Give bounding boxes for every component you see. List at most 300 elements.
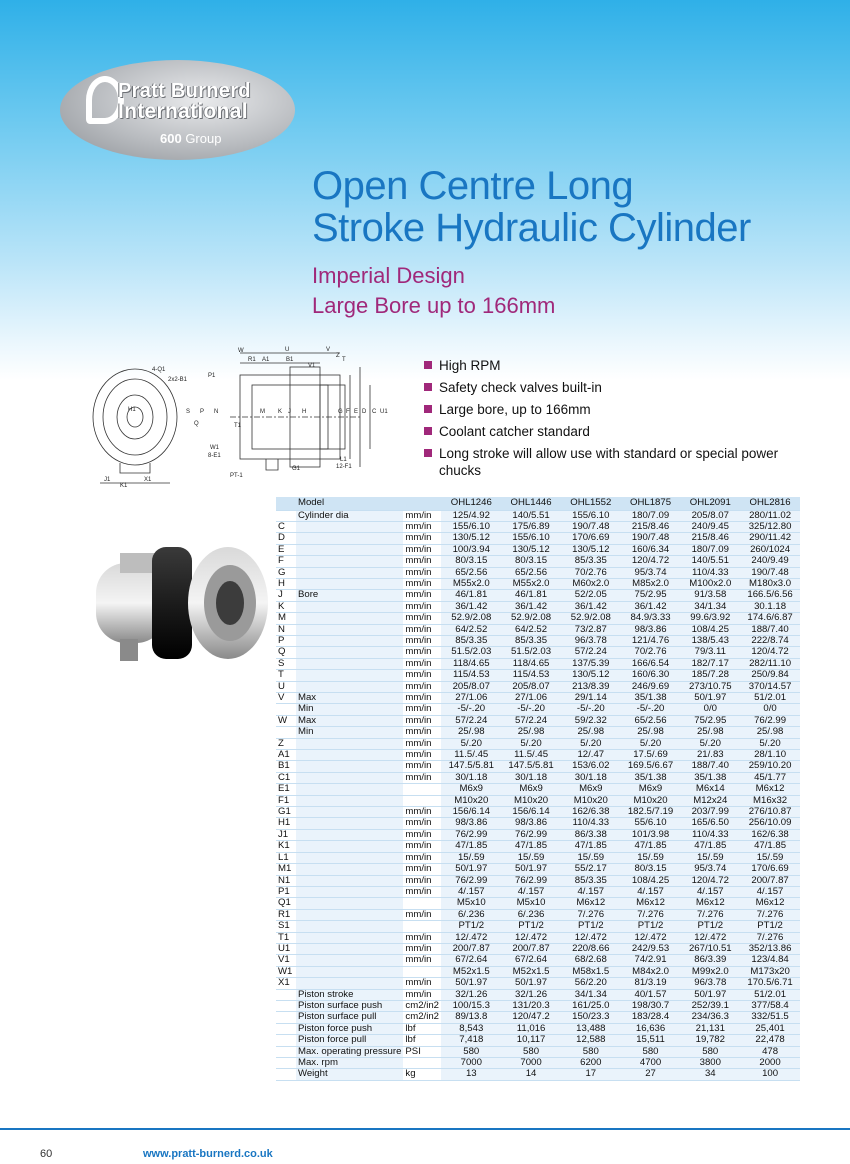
- table-cell: [276, 1023, 296, 1034]
- table-cell: 30/1.18: [501, 772, 561, 783]
- table-cell: 205/8.07: [680, 510, 740, 521]
- table-cell: 47/1.85: [441, 841, 501, 852]
- table-cell: H: [276, 578, 296, 589]
- table-row: [276, 613, 800, 624]
- table-cell: 190/7.48: [621, 533, 681, 544]
- table-cell: N1: [276, 875, 296, 886]
- table-cell: -5/-.20: [621, 704, 681, 715]
- table-cell: 165/6.50: [680, 818, 740, 829]
- table-cell: W: [276, 715, 296, 726]
- table-cell: mm/in: [403, 886, 441, 897]
- table-cell: [296, 943, 403, 954]
- table-cell: [276, 704, 296, 715]
- table-cell: 377/58.4: [740, 1000, 800, 1011]
- table-cell: 86/3.39: [680, 955, 740, 966]
- table-cell: 125/4.92: [441, 510, 501, 521]
- drawing-label: K: [278, 409, 283, 415]
- table-cell: [276, 989, 296, 1000]
- table-cell: M84x2.0: [621, 966, 681, 977]
- feature-item: Safety check valves built-in: [424, 379, 804, 396]
- drawing-label: K1: [120, 483, 128, 489]
- table-cell: 3800: [680, 1058, 740, 1069]
- table-cell: F: [276, 556, 296, 567]
- table-cell: [296, 886, 403, 897]
- table-cell: -5/-.20: [561, 704, 621, 715]
- table-cell: 14: [501, 1069, 561, 1080]
- table-cell: 86/3.38: [561, 829, 621, 840]
- feature-item: Coolant catcher standard: [424, 423, 804, 440]
- table-cell: 4/.157: [441, 886, 501, 897]
- table-cell: mm/in: [403, 727, 441, 738]
- table-cell: S: [276, 658, 296, 669]
- table-cell: 85/3.35: [501, 635, 561, 646]
- table-cell: Min: [296, 704, 403, 715]
- table-cell: 130/5.12: [561, 670, 621, 681]
- table-cell: [276, 1012, 296, 1023]
- drawing-label: M: [260, 409, 265, 415]
- table-cell: E: [276, 544, 296, 555]
- table-row: [276, 647, 800, 658]
- table-cell: 95/3.74: [621, 567, 681, 578]
- table-cell: 47/1.85: [740, 841, 800, 852]
- table-cell: mm/in: [403, 578, 441, 589]
- table-cell: mm/in: [403, 761, 441, 772]
- table-cell: [403, 898, 441, 909]
- table-cell: C: [276, 521, 296, 532]
- table-cell: 16,636: [621, 1023, 681, 1034]
- table-cell: 190/7.48: [740, 567, 800, 578]
- table-cell: [296, 670, 403, 681]
- table-cell: 91/3.58: [680, 590, 740, 601]
- table-cell: mm/in: [403, 829, 441, 840]
- company-logo: [60, 60, 330, 160]
- table-row: [276, 829, 800, 840]
- table-cell: M6x12: [740, 784, 800, 795]
- table-cell: 6200: [561, 1058, 621, 1069]
- table-cell: 240/9.49: [740, 556, 800, 567]
- title-line1: Open Centre Long: [312, 164, 634, 208]
- table-cell: P: [276, 635, 296, 646]
- table-cell: 0/0: [680, 704, 740, 715]
- table-cell: Piston stroke: [296, 989, 403, 1000]
- table-cell: 130/5.12: [561, 544, 621, 555]
- table-cell: Max: [296, 715, 403, 726]
- table-cell: mm/in: [403, 613, 441, 624]
- table-cell: 175/6.89: [501, 521, 561, 532]
- table-cell: 17.5/.69: [621, 750, 681, 761]
- table-cell: 198/30.7: [621, 1000, 681, 1011]
- table-cell: 80/3.15: [621, 864, 681, 875]
- table-cell: 4/.157: [501, 886, 561, 897]
- drawing-label: J: [288, 409, 291, 415]
- table-cell: lbf: [403, 1023, 441, 1034]
- column-header: OHL2091: [680, 497, 740, 510]
- table-cell: 100/3.94: [441, 544, 501, 555]
- table-cell: 36/1.42: [501, 601, 561, 612]
- table-cell: Piston force push: [296, 1023, 403, 1034]
- table-cell: cm2/in2: [403, 1012, 441, 1023]
- page-subtitle: [312, 261, 555, 321]
- table-cell: T: [276, 670, 296, 681]
- drawing-label: R1: [248, 357, 256, 363]
- drawing-label: P: [200, 409, 205, 415]
- table-cell: 32/1.26: [501, 989, 561, 1000]
- table-row: [276, 510, 800, 521]
- table-cell: 252/39.1: [680, 1000, 740, 1011]
- table-cell: M180x3.0: [740, 578, 800, 589]
- table-cell: Piston surface pull: [296, 1012, 403, 1023]
- table-cell: 35/1.38: [680, 772, 740, 783]
- table-cell: 32/1.26: [441, 989, 501, 1000]
- table-cell: 260/1024: [740, 544, 800, 555]
- table-cell: 108/4.25: [680, 624, 740, 635]
- table-cell: 5/.20: [621, 738, 681, 749]
- table-cell: 51/2.01: [740, 989, 800, 1000]
- table-cell: 45/1.77: [740, 772, 800, 783]
- table-cell: M10x20: [441, 795, 501, 806]
- table-cell: 27/1.06: [441, 693, 501, 704]
- drawing-label: E: [354, 409, 359, 415]
- table-row: [276, 875, 800, 886]
- table-cell: M85x2.0: [621, 578, 681, 589]
- table-row: [276, 852, 800, 863]
- table-cell: 50/1.97: [680, 989, 740, 1000]
- table-cell: Max: [296, 693, 403, 704]
- table-cell: 15/.59: [740, 852, 800, 863]
- table-cell: mm/in: [403, 932, 441, 943]
- table-cell: 155/6.10: [441, 521, 501, 532]
- table-cell: 25/.98: [621, 727, 681, 738]
- website-link[interactable]: www.pratt-burnerd.co.uk: [143, 1148, 273, 1160]
- table-cell: 120/4.72: [680, 875, 740, 886]
- table-cell: 17: [561, 1069, 621, 1080]
- table-cell: 256/10.09: [740, 818, 800, 829]
- table-row: [276, 772, 800, 783]
- drawing-label: P1: [208, 373, 216, 379]
- table-cell: 170.5/6.71: [740, 978, 800, 989]
- table-cell: 478: [740, 1046, 800, 1057]
- table-cell: 166/6.54: [621, 658, 681, 669]
- table-cell: mm/in: [403, 978, 441, 989]
- table-cell: K1: [276, 841, 296, 852]
- table-row: [276, 533, 800, 544]
- table-cell: 120/47.2: [501, 1012, 561, 1023]
- table-cell: 370/14.57: [740, 681, 800, 692]
- drawing-label: W1: [210, 445, 219, 451]
- table-cell: 35/1.38: [621, 772, 681, 783]
- table-cell: 161/25.0: [561, 1000, 621, 1011]
- table-cell: 4/.157: [561, 886, 621, 897]
- table-cell: 15/.59: [621, 852, 681, 863]
- table-cell: 246/9.69: [621, 681, 681, 692]
- table-cell: [296, 750, 403, 761]
- table-cell: Q: [276, 647, 296, 658]
- table-cell: G1: [276, 807, 296, 818]
- table-cell: M10x20: [561, 795, 621, 806]
- table-cell: K: [276, 601, 296, 612]
- table-cell: 47/1.85: [680, 841, 740, 852]
- table-cell: M10x20: [621, 795, 681, 806]
- specification-table: [276, 497, 800, 1081]
- drawing-label: W: [238, 348, 244, 354]
- table-cell: [276, 1058, 296, 1069]
- table-cell: 0/0: [740, 704, 800, 715]
- table-cell: 25/.98: [680, 727, 740, 738]
- table-cell: 51.5/2.03: [501, 647, 561, 658]
- table-cell: 34/1.34: [680, 601, 740, 612]
- table-cell: mm/in: [403, 693, 441, 704]
- table-cell: 185/7.28: [680, 670, 740, 681]
- drawing-label: Q: [194, 421, 199, 427]
- table-cell: 4/.157: [621, 886, 681, 897]
- table-cell: mm/in: [403, 955, 441, 966]
- table-cell: 156/6.14: [501, 807, 561, 818]
- table-cell: 76/2.99: [501, 875, 561, 886]
- table-cell: lbf: [403, 1035, 441, 1046]
- table-cell: mm/in: [403, 818, 441, 829]
- table-cell: V: [276, 693, 296, 704]
- table-cell: Bore: [296, 590, 403, 601]
- table-cell: cm2/in2: [403, 1000, 441, 1011]
- table-cell: 137/5.39: [561, 658, 621, 669]
- drawing-label: 4-Q1: [152, 367, 166, 373]
- table-cell: mm/in: [403, 647, 441, 658]
- table-cell: 100/15.3: [441, 1000, 501, 1011]
- table-cell: 47/1.85: [621, 841, 681, 852]
- table-cell: [296, 647, 403, 658]
- table-cell: PT1/2: [740, 921, 800, 932]
- column-header: OHL1446: [501, 497, 561, 510]
- drawing-label: C: [372, 409, 377, 415]
- table-cell: 13: [441, 1069, 501, 1080]
- table-cell: 5/.20: [680, 738, 740, 749]
- table-cell: [296, 807, 403, 818]
- table-cell: 580: [561, 1046, 621, 1057]
- table-cell: [276, 1069, 296, 1080]
- table-cell: 4700: [621, 1058, 681, 1069]
- table-cell: Min: [296, 727, 403, 738]
- table-header-row: [276, 497, 800, 510]
- table-cell: 138/5.43: [680, 635, 740, 646]
- table-cell: mm/in: [403, 852, 441, 863]
- table-cell: mm/in: [403, 989, 441, 1000]
- technical-drawing: [90, 345, 390, 490]
- drawing-label: PT-1: [230, 473, 243, 479]
- table-row: [276, 1012, 800, 1023]
- table-cell: 15,511: [621, 1035, 681, 1046]
- table-cell: 79/3.11: [680, 647, 740, 658]
- table-cell: [276, 1000, 296, 1011]
- table-cell: 140/5.51: [501, 510, 561, 521]
- table-cell: [296, 556, 403, 567]
- table-cell: 25/.98: [441, 727, 501, 738]
- table-cell: kg: [403, 1069, 441, 1080]
- table-cell: 110/4.33: [561, 818, 621, 829]
- table-cell: J: [276, 590, 296, 601]
- table-cell: PT1/2: [621, 921, 681, 932]
- table-cell: 170/6.69: [740, 864, 800, 875]
- table-cell: [296, 818, 403, 829]
- table-cell: 580: [501, 1046, 561, 1057]
- table-cell: 580: [441, 1046, 501, 1057]
- table-row: [276, 909, 800, 920]
- table-cell: 96/3.78: [561, 635, 621, 646]
- table-cell: 110/4.33: [680, 567, 740, 578]
- table-cell: M6x9: [621, 784, 681, 795]
- table-cell: 67/2.64: [501, 955, 561, 966]
- table-cell: 267/10.51: [680, 943, 740, 954]
- table-cell: 6/.236: [501, 909, 561, 920]
- table-cell: 190/7.48: [561, 521, 621, 532]
- table-cell: M100x2.0: [680, 578, 740, 589]
- table-cell: 188/7.40: [740, 624, 800, 635]
- table-cell: G: [276, 567, 296, 578]
- feature-list: [424, 357, 804, 484]
- table-row: [276, 601, 800, 612]
- table-cell: [296, 533, 403, 544]
- table-cell: M16x32: [740, 795, 800, 806]
- table-cell: M10x20: [501, 795, 561, 806]
- table-cell: D: [276, 533, 296, 544]
- table-cell: V1: [276, 955, 296, 966]
- table-cell: [296, 738, 403, 749]
- table-row: [276, 864, 800, 875]
- table-cell: 11.5/.45: [501, 750, 561, 761]
- table-cell: 183/28.4: [621, 1012, 681, 1023]
- table-cell: 52.9/2.08: [441, 613, 501, 624]
- table-cell: mm/in: [403, 750, 441, 761]
- table-cell: 25/.98: [501, 727, 561, 738]
- table-cell: 155/6.10: [561, 510, 621, 521]
- table-cell: [276, 727, 296, 738]
- table-cell: N: [276, 624, 296, 635]
- table-cell: 250/9.84: [740, 670, 800, 681]
- table-cell: Max. rpm: [296, 1058, 403, 1069]
- table-cell: Z: [276, 738, 296, 749]
- table-cell: [276, 510, 296, 521]
- table-cell: PT1/2: [680, 921, 740, 932]
- table-cell: 50/1.97: [680, 693, 740, 704]
- table-cell: 98/3.86: [441, 818, 501, 829]
- table-cell: 85/3.35: [561, 556, 621, 567]
- table-cell: [296, 852, 403, 863]
- table-cell: 7/.276: [740, 932, 800, 943]
- table-row: [276, 681, 800, 692]
- table-cell: 65/2.56: [621, 715, 681, 726]
- table-cell: 76/2.99: [441, 829, 501, 840]
- table-cell: 180/7.09: [680, 544, 740, 555]
- table-cell: mm/in: [403, 772, 441, 783]
- table-cell: M: [276, 613, 296, 624]
- table-cell: M52x1.5: [441, 966, 501, 977]
- table-cell: 85/3.35: [441, 635, 501, 646]
- table-cell: [296, 784, 403, 795]
- table-cell: [296, 761, 403, 772]
- table-cell: 80/3.15: [501, 556, 561, 567]
- table-cell: 140/5.51: [680, 556, 740, 567]
- table-cell: 182/7.17: [680, 658, 740, 669]
- table-cell: 52.9/2.08: [501, 613, 561, 624]
- table-row: [276, 750, 800, 761]
- table-cell: 130/5.12: [441, 533, 501, 544]
- table-cell: L1: [276, 852, 296, 863]
- table-cell: M6x9: [441, 784, 501, 795]
- table-cell: 51.5/2.03: [441, 647, 501, 658]
- table-cell: mm/in: [403, 658, 441, 669]
- table-cell: 7/.276: [561, 909, 621, 920]
- drawing-label: J1: [104, 477, 111, 483]
- table-cell: mm/in: [403, 601, 441, 612]
- table-cell: [403, 921, 441, 932]
- table-cell: 36/1.42: [561, 601, 621, 612]
- table-cell: 120/4.72: [740, 647, 800, 658]
- table-cell: 50/1.97: [441, 864, 501, 875]
- table-row: [276, 693, 800, 704]
- table-cell: mm/in: [403, 875, 441, 886]
- table-cell: [276, 1046, 296, 1057]
- table-row: [276, 544, 800, 555]
- feature-item: Large bore, up to 166mm: [424, 401, 804, 418]
- table-row: [276, 670, 800, 681]
- table-cell: 47/1.85: [501, 841, 561, 852]
- table-cell: [296, 601, 403, 612]
- table-cell: R1: [276, 909, 296, 920]
- table-cell: 51/2.01: [740, 693, 800, 704]
- table-cell: A1: [276, 750, 296, 761]
- table-cell: 28/1.10: [740, 750, 800, 761]
- table-cell: [296, 875, 403, 886]
- table-cell: 21/.83: [680, 750, 740, 761]
- table-cell: 118/4.65: [441, 658, 501, 669]
- table-cell: mm/in: [403, 943, 441, 954]
- table-cell: 22,478: [740, 1035, 800, 1046]
- table-cell: 160/6.34: [621, 544, 681, 555]
- drawing-label: T1: [234, 423, 242, 429]
- column-header: OHL1552: [561, 497, 621, 510]
- table-cell: M6x14: [680, 784, 740, 795]
- table-row: [276, 978, 800, 989]
- table-cell: 282/11.10: [740, 658, 800, 669]
- table-cell: [296, 921, 403, 932]
- table-cell: 4/.157: [740, 886, 800, 897]
- table-cell: Weight: [296, 1069, 403, 1080]
- table-cell: M6x12: [680, 898, 740, 909]
- table-cell: 7,418: [441, 1035, 501, 1046]
- table-cell: 215/8.46: [621, 521, 681, 532]
- table-cell: 280/11.02: [740, 510, 800, 521]
- product-photo: [90, 535, 270, 670]
- table-cell: J1: [276, 829, 296, 840]
- table-cell: 2000: [740, 1058, 800, 1069]
- table-cell: 76/2.99: [441, 875, 501, 886]
- table-cell: 213/8.39: [561, 681, 621, 692]
- table-cell: PT1/2: [441, 921, 501, 932]
- table-row: [276, 886, 800, 897]
- table-cell: 29/1.14: [561, 693, 621, 704]
- table-cell: 67/2.64: [441, 955, 501, 966]
- page-number: 60: [40, 1148, 53, 1160]
- table-cell: 12/.472: [501, 932, 561, 943]
- table-cell: [296, 624, 403, 635]
- table-row: [276, 727, 800, 738]
- table-row: [276, 1058, 800, 1069]
- table-cell: 200/7.87: [501, 943, 561, 954]
- table-cell: mm/in: [403, 544, 441, 555]
- table-cell: [403, 1058, 441, 1069]
- table-cell: 169.5/6.67: [621, 761, 681, 772]
- drawing-label: 8-E1: [208, 453, 221, 459]
- table-cell: M55x2.0: [441, 578, 501, 589]
